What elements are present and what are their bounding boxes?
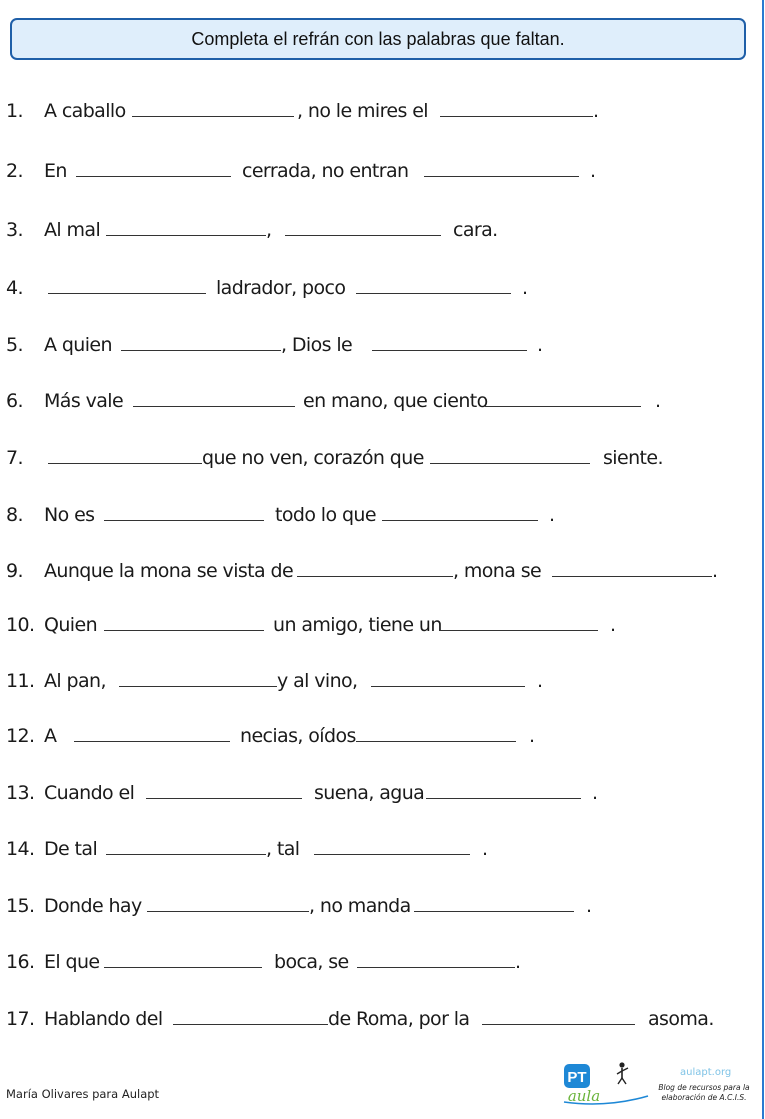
answer-blank[interactable] bbox=[552, 576, 712, 577]
item-text: De tal bbox=[44, 838, 98, 860]
item-text: suena, agua bbox=[314, 782, 425, 804]
answer-blank[interactable] bbox=[147, 911, 309, 912]
answer-blank[interactable] bbox=[314, 854, 470, 855]
answer-blank[interactable] bbox=[106, 235, 266, 236]
item-text: en mano, que ciento bbox=[303, 390, 488, 412]
item-number: 17. bbox=[6, 1008, 35, 1030]
answer-blank[interactable] bbox=[356, 741, 516, 742]
item-text: . bbox=[537, 334, 543, 356]
answer-blank[interactable] bbox=[106, 854, 266, 855]
answer-blank[interactable] bbox=[426, 798, 581, 799]
answer-blank[interactable] bbox=[424, 176, 579, 177]
instruction-title-box bbox=[10, 18, 746, 60]
item-number: 3. bbox=[6, 219, 23, 241]
answer-blank[interactable] bbox=[356, 293, 511, 294]
item-text: . bbox=[593, 100, 599, 122]
item-number: 9. bbox=[6, 560, 23, 582]
answer-blank[interactable] bbox=[119, 686, 277, 687]
answer-blank[interactable] bbox=[104, 520, 264, 521]
answer-blank[interactable] bbox=[482, 1024, 635, 1025]
item-text: A quien bbox=[44, 334, 112, 356]
item-text: Donde hay bbox=[44, 895, 142, 917]
item-text: , Dios le bbox=[281, 334, 353, 356]
item-number: 5. bbox=[6, 334, 23, 356]
item-text: . bbox=[549, 504, 555, 526]
answer-blank[interactable] bbox=[382, 520, 538, 521]
item-text: todo lo que bbox=[275, 504, 376, 526]
item-text: cerrada, no entran bbox=[242, 160, 409, 182]
item-number: 1. bbox=[6, 100, 23, 122]
answer-blank[interactable] bbox=[430, 463, 590, 464]
pt-aula-logo bbox=[562, 1060, 652, 1106]
item-text: siente. bbox=[603, 447, 663, 469]
item-text: . bbox=[522, 277, 528, 299]
item-text: , no le mires el bbox=[297, 100, 428, 122]
item-text: un amigo, tiene un bbox=[273, 614, 442, 636]
item-text: de Roma, por la bbox=[328, 1008, 470, 1030]
item-number: 11. bbox=[6, 670, 35, 692]
item-text: El que bbox=[44, 951, 100, 973]
answer-blank[interactable] bbox=[76, 176, 231, 177]
answer-blank[interactable] bbox=[48, 293, 206, 294]
item-text: . bbox=[610, 614, 616, 636]
item-text: . bbox=[586, 895, 592, 917]
item-text: . bbox=[515, 951, 521, 973]
answer-blank[interactable] bbox=[104, 967, 262, 968]
item-text: Quien bbox=[44, 614, 98, 636]
answer-blank[interactable] bbox=[372, 350, 527, 351]
answer-blank[interactable] bbox=[357, 967, 515, 968]
item-number: 4. bbox=[6, 277, 23, 299]
item-text: , bbox=[266, 219, 272, 241]
item-text: . bbox=[529, 725, 535, 747]
logo-tagline: Blog de recursos para la elaboración de A.C.I.S. bbox=[658, 1083, 750, 1102]
answer-blank[interactable] bbox=[146, 798, 302, 799]
item-text: . bbox=[592, 782, 598, 804]
item-text: . bbox=[590, 160, 596, 182]
answer-blank[interactable] bbox=[285, 235, 441, 236]
answer-blank[interactable] bbox=[133, 406, 295, 407]
item-text: que no ven, corazón que bbox=[202, 447, 424, 469]
page-right-border bbox=[762, 0, 764, 1119]
item-text: necias, oídos bbox=[240, 725, 356, 747]
item-text: cara. bbox=[453, 219, 498, 241]
item-text: Hablando del bbox=[44, 1008, 163, 1030]
answer-blank[interactable] bbox=[104, 630, 264, 631]
item-number: 10. bbox=[6, 614, 35, 636]
item-text: Al pan, bbox=[44, 670, 106, 692]
answer-blank[interactable] bbox=[48, 463, 202, 464]
item-text: . bbox=[712, 560, 718, 582]
item-text: . bbox=[655, 390, 661, 412]
item-text: asoma. bbox=[648, 1008, 714, 1030]
answer-blank[interactable] bbox=[440, 116, 593, 117]
item-number: 12. bbox=[6, 725, 35, 747]
item-text: . bbox=[482, 838, 488, 860]
item-text: , mona se bbox=[453, 560, 542, 582]
instruction-title: Completa el refrán con las palabras que faltan. bbox=[191, 28, 565, 49]
answer-blank[interactable] bbox=[440, 630, 598, 631]
answer-blank[interactable] bbox=[173, 1024, 328, 1025]
item-number: 15. bbox=[6, 895, 35, 917]
answer-blank[interactable] bbox=[414, 911, 574, 912]
item-text: Al mal bbox=[44, 219, 101, 241]
item-text: Aunque la mona se vista de bbox=[44, 560, 294, 582]
item-text: , tal bbox=[266, 838, 300, 860]
answer-blank[interactable] bbox=[74, 741, 230, 742]
item-number: 7. bbox=[6, 447, 23, 469]
item-number: 16. bbox=[6, 951, 35, 973]
logo-aula-text: aula bbox=[567, 1087, 601, 1105]
answer-blank[interactable] bbox=[371, 686, 525, 687]
answer-blank[interactable] bbox=[121, 350, 281, 351]
answer-blank[interactable] bbox=[297, 576, 453, 577]
item-text: No es bbox=[44, 504, 95, 526]
item-text: A bbox=[44, 725, 57, 747]
item-text: Más vale bbox=[44, 390, 124, 412]
item-text: y al vino, bbox=[277, 670, 358, 692]
item-number: 6. bbox=[6, 390, 23, 412]
person-icon bbox=[617, 1062, 628, 1084]
item-text: . bbox=[537, 670, 543, 692]
item-number: 2. bbox=[6, 160, 23, 182]
item-number: 8. bbox=[6, 504, 23, 526]
item-number: 13. bbox=[6, 782, 35, 804]
item-text: ladrador, poco bbox=[216, 277, 346, 299]
answer-blank[interactable] bbox=[132, 116, 294, 117]
item-text: A caballo bbox=[44, 100, 126, 122]
item-text: boca, se bbox=[274, 951, 349, 973]
logo-url: aulapt.org bbox=[680, 1067, 732, 1078]
author-credit: María Olivares para Aulapt bbox=[6, 1087, 160, 1101]
item-text: , no manda bbox=[309, 895, 411, 917]
logo-pt-text: PT bbox=[567, 1069, 587, 1086]
item-text: En bbox=[44, 160, 67, 182]
item-text: Cuando el bbox=[44, 782, 135, 804]
answer-blank[interactable] bbox=[485, 406, 641, 407]
item-number: 14. bbox=[6, 838, 35, 860]
